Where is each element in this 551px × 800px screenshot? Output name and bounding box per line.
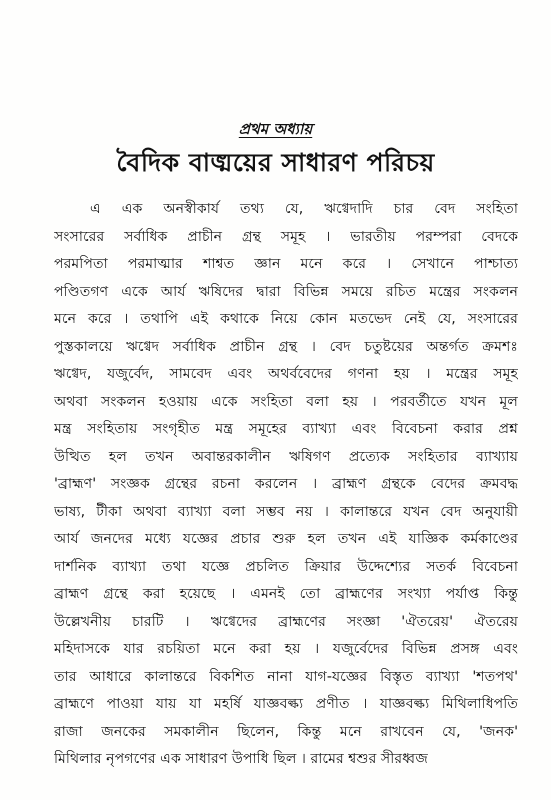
text-line: এ এক অনস্বীকার্য তথ্য যে, ঋগ্বেদাদি চার বেদ সংহিতা [90, 201, 518, 217]
text-line: সংসারের সর্বাধিক প্রাচীন গ্রন্থ সমূহ । ভারতীয় পরম্পরা বেদকে [54, 228, 518, 245]
text-line: রাজা জনকের সমকালীন ছিলেন, কিন্তু মনে রাখবেন যে, 'জনক' [54, 723, 518, 740]
text-line: মহিদাসকে যার রচয়িতা মনে করা হয় । যজুর্বেদের বিভিন্ন প্রসঙ্গ এবং [54, 641, 518, 657]
text-line: 'ব্রাহ্মণ' সংজ্ঞক গ্রন্থের রচনা করলেন । ব্রাহ্মণ গ্রন্থকে বেদের ক্রমবদ্ধ [54, 476, 518, 492]
text-line: ব্রাহ্মণে পাওয়া যায় যা মহর্ষি যাজ্ঞবল্ক্য প্রণীত । যাজ্ঞবল্ক্য মিথিলাধিপতি [54, 696, 518, 712]
text-line: ব্রাহ্মণ গ্রন্থে করা হয়েছে । এমনই তো ব্রাহ্মণের সংখ্যা পর্যাপ্ত কিন্তু [54, 586, 518, 602]
body-text [54, 196, 518, 774]
text-line: উল্লেখনীয় চারটি । ঋগ্বেদের ব্রাহ্মণের সংজ্ঞা 'ঐতরেয়' ঐতরেয় [54, 613, 518, 630]
text-line: উত্থিত হল তখন অবান্তরকালীন ঋষিগণ প্রত্যেক সংহিতার ব্যাখ্যায় [54, 448, 518, 465]
text-line: ভাষ্য, টীকা অথবা ব্যাখ্যা বলা সম্ভব নয় । কালান্তরে যখন বেদ অনুযায়ী [54, 503, 518, 520]
text-line: ঋগ্বেদ, যজুর্বেদ, সামবেদ এবং অথর্ববেদের গণনা হয় । মন্ত্রের সমূহ [54, 366, 518, 382]
text-line: পণ্ডিতগণ একে আর্য ঋষিদের দ্বারা বিভিন্ন সময়ে রচিত মন্ত্রের সংকলন [54, 283, 518, 300]
text-line: মিথিলার নৃপগণের এক সাধারণ উপাধি ছিল । রামের শ্বশুর সীরধ্বজ [54, 751, 428, 767]
text-line: মন্ত্র সংহিতায় সংগৃহীত মন্ত্র সমূহের ব্যাখ্যা এবং বিবেচনা করার প্রশ্ন [54, 421, 518, 437]
chapter-label: প্রথম অধ্যায় [238, 120, 313, 138]
chapter-title: বৈদিক বাঙ্ময়ের সাধারণ পরিচয় [116, 148, 435, 177]
text-line: দার্শনিক ব্যাখ্যা তথা যজ্ঞে প্রচলিত ক্রিয়ার উদ্দেশ্যের সতর্ক বিবেচনা [54, 558, 518, 575]
text-line: পরমপিতা পরমাত্মার শাশ্বত জ্ঞান মনে করে । সেখানে পাশ্চাত্য [54, 256, 518, 272]
text-line: পুস্তকালয়ে ঋগ্বেদ সর্বাধিক প্রাচীন গ্রন্থ । বেদ চতুষ্টয়ের অন্তর্গত ক্রমশঃ [54, 338, 518, 355]
text-line: আর্য জনদের মধ্যে যজ্ঞের প্রচার শুরু হল তখন এই যাজ্ঞিক কর্মকাণ্ডের [54, 531, 518, 547]
text-line: তার আধারে কালান্তরে বিকশিত নানা যাগ-যজ্ঞের বিস্তৃত ব্যাখ্যা 'শতপথ' [54, 668, 518, 685]
text-line: মনে করে । তথাপি এই কথাকে নিয়ে কোন মতভেদ নেই যে, সংসারের [54, 311, 518, 327]
text-line: অথবা সংকলন হওয়ায় একে সংহিতা বলা হয় । পরবর্তীতে যখন মূল [54, 393, 518, 410]
